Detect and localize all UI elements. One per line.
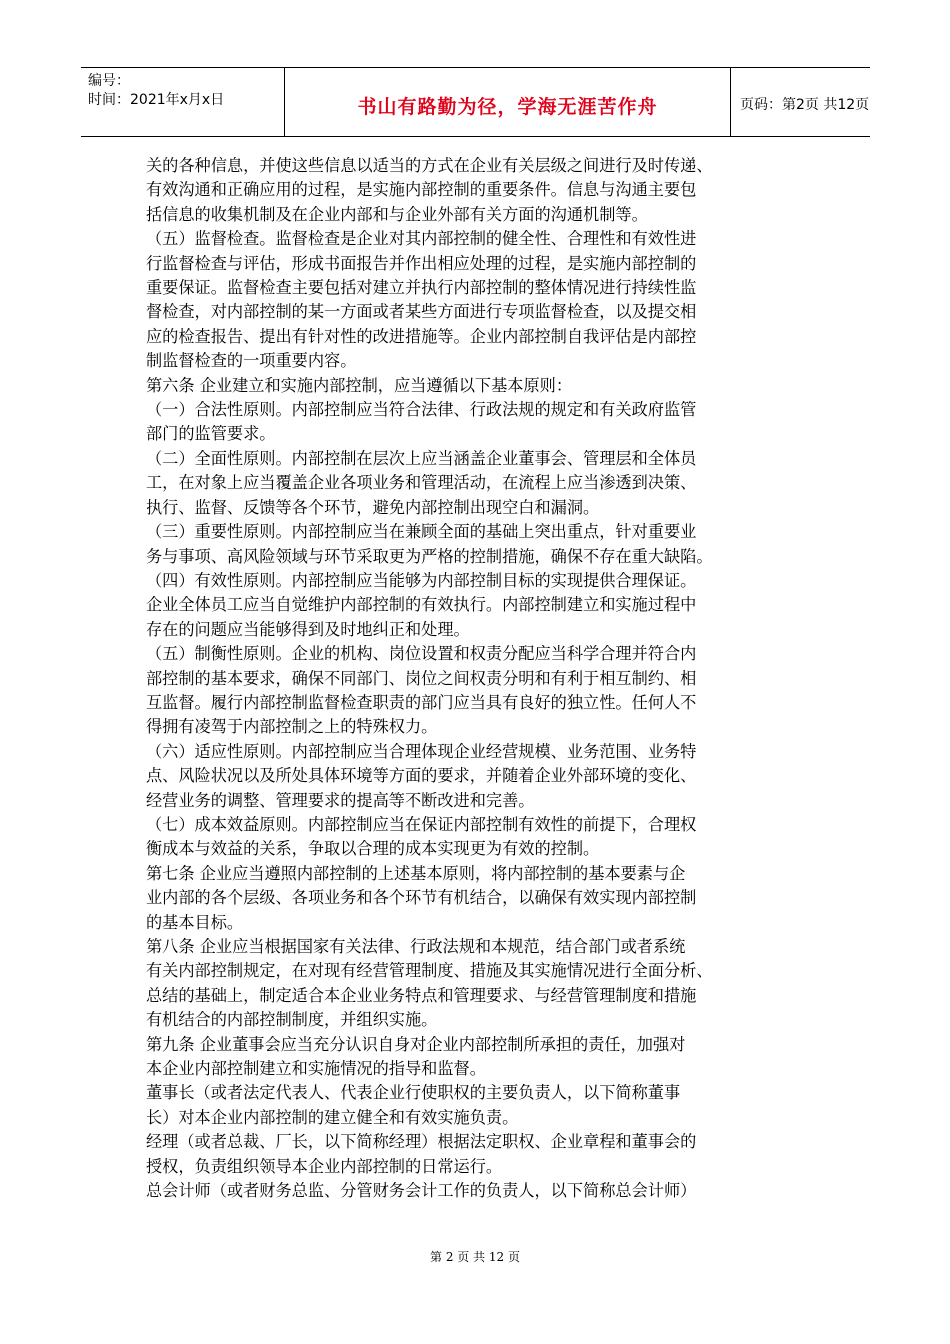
header-page-info: 页码：第2页 共12页 [740,97,870,113]
body-text-line: 企业全体员工应当自觉维护内部控制的有效执行。内部控制建立和实施过程中 [146,595,697,615]
page-footer: 第 2 页 共 12 页 [430,1250,520,1264]
body-text-line: 应的检查报告、提出有针对性的改进措施等。企业内部控制自我评估是内部控 [146,326,697,346]
body-text-line: （一）合法性原则。内部控制应当符合法律、行政法规的规定和有关政府监管 [146,400,697,420]
body-text-line: 有效沟通和正确应用的过程，是实施内部控制的重要条件。信息与沟通主要包 [146,180,697,200]
body-text-line: 经营业务的调整、管理要求的提高等不断改进和完善。 [146,790,535,810]
body-text-line: 第六条 企业建立和实施内部控制，应当遵循以下基本原则： [146,375,573,395]
body-text-line: 括信息的收集机制及在企业内部和与企业外部有关方面的沟通机制等。 [146,204,648,224]
body-text-line: 关的各种信息，并使这些信息以适当的方式在企业有关层级之间进行及时传递、 [146,156,713,175]
body-text-line: 点、风险状况以及所处具体环境等方面的要求，并随着企业外部环境的变化、 [146,766,697,786]
body-text-line: 工，在对象上应当覆盖企业各项业务和管理活动，在流程上应当渗透到决策、 [146,473,697,493]
body-text-line: （四）有效性原则。内部控制应当能够为内部控制目标的实现提供合理保证。 [146,570,697,590]
body-text-line: 的基本目标。 [146,912,244,932]
document-date: 时间：2021年x月x日 [88,92,225,108]
body-text-line: 务与事项、高风险领域与环节采取更为严格的控制措施，确保不存在重大缺陷。 [146,546,713,566]
body-text-line: 重要保证。监督检查主要包括对建立并执行内部控制的整体情况进行持续性监 [146,278,697,298]
body-text-line: （七）成本效益原则。内部控制应当在保证内部控制有效性的前提下，合理权 [146,814,697,834]
body-text-line: （五）制衡性原则。企业的机构、岗位设置和权责分配应当科学合理并符合内 [146,644,697,664]
body-text-line: 执行、监督、反馈等各个环节，避免内部控制出现空白和漏洞。 [146,497,600,517]
body-text-line: （三）重要性原则。内部控制应当在兼顾全面的基础上突出重点，针对重要业 [146,522,697,542]
document-body [146,154,816,1203]
body-text-line: （二）全面性原则。内部控制在层次上应当涵盖企业董事会、管理层和全体员 [146,448,697,468]
body-text-line: 存在的问题应当能够得到及时地纠正和处理。 [146,619,470,639]
body-text-line: 行监督检查与评估，形成书面报告并作出相应处理的过程，是实施内部控制的 [146,253,697,273]
body-text-line: 总结的基础上，制定适合本企业业务特点和管理要求、与经营管理制度和措施 [146,985,697,1005]
body-text-line: 衡成本与效益的关系，争取以合理的成本实现更为有效的控制。 [146,839,600,859]
document-number-label: 编号： [88,73,130,89]
body-text-line: 总会计师（或者财务总监、分管财务会计工作的负责人，以下简称总会计师） [146,1181,697,1201]
body-text-line: （六）适应性原则。内部控制应当合理体现企业经营规模、业务范围、业务特 [146,741,697,761]
body-text-line: 有机结合的内部控制制度，并组织实施。 [146,1010,438,1030]
body-text-line: 第七条 企业应当遵照内部控制的上述基本原则，将内部控制的基本要素与企 [146,863,686,883]
body-text-line: 董事长（或者法定代表人、代表企业行使职权的主要负责人，以下简称董事 [146,1083,681,1103]
body-text-line: 部控制的基本要求，确保不同部门、岗位之间权责分明和有利于相互制约、相 [146,668,697,688]
header-motto: 书山有路勤为径，学海无涯苦作舟 [285,68,731,136]
body-text-line: （五）监督检查。监督检查是企业对其内部控制的健全性、合理性和有效性进 [146,229,697,249]
page-header [81,67,870,137]
body-text-line: 第八条 企业应当根据国家有关法律、行政法规和本规范，结合部门或者系统 [146,937,686,956]
header-meta [81,68,285,136]
body-text-line: 部门的监管要求。 [146,424,276,444]
body-text-line: 制监督检查的一项重要内容。 [146,351,357,371]
body-text-line: 第九条 企业董事会应当充分认识自身对企业内部控制所承担的责任，加强对 [146,1034,686,1054]
body-text-line: 互监督。履行内部控制监督检查职责的部门应当具有良好的独立性。任何人不 [146,692,697,712]
body-text-line: 督检查，对内部控制的某一方面或者某些方面进行专项监督检查，以及提交相 [146,302,697,322]
body-text-line: 授权，负责组织领导本企业内部控制的日常运行。 [146,1156,503,1176]
body-text-line: 经理（或者总裁、厂长，以下简称经理）根据法定职权、企业章程和董事会的 [146,1132,697,1152]
body-text-line: 有关内部控制规定，在对现有经营管理制度、措施及其实施情况进行全面分析、 [146,961,713,981]
body-text-line: 长）对本企业内部控制的建立健全和有效实施负责。 [146,1107,519,1127]
body-text-line: 业内部的各个层级、各项业务和各个环节有机结合，以确保有效实现内部控制 [146,888,697,908]
body-text-line: 得拥有凌驾于内部控制之上的特殊权力。 [146,717,438,737]
body-text-line: 本企业内部控制建立和实施情况的指导和监督。 [146,1059,486,1079]
